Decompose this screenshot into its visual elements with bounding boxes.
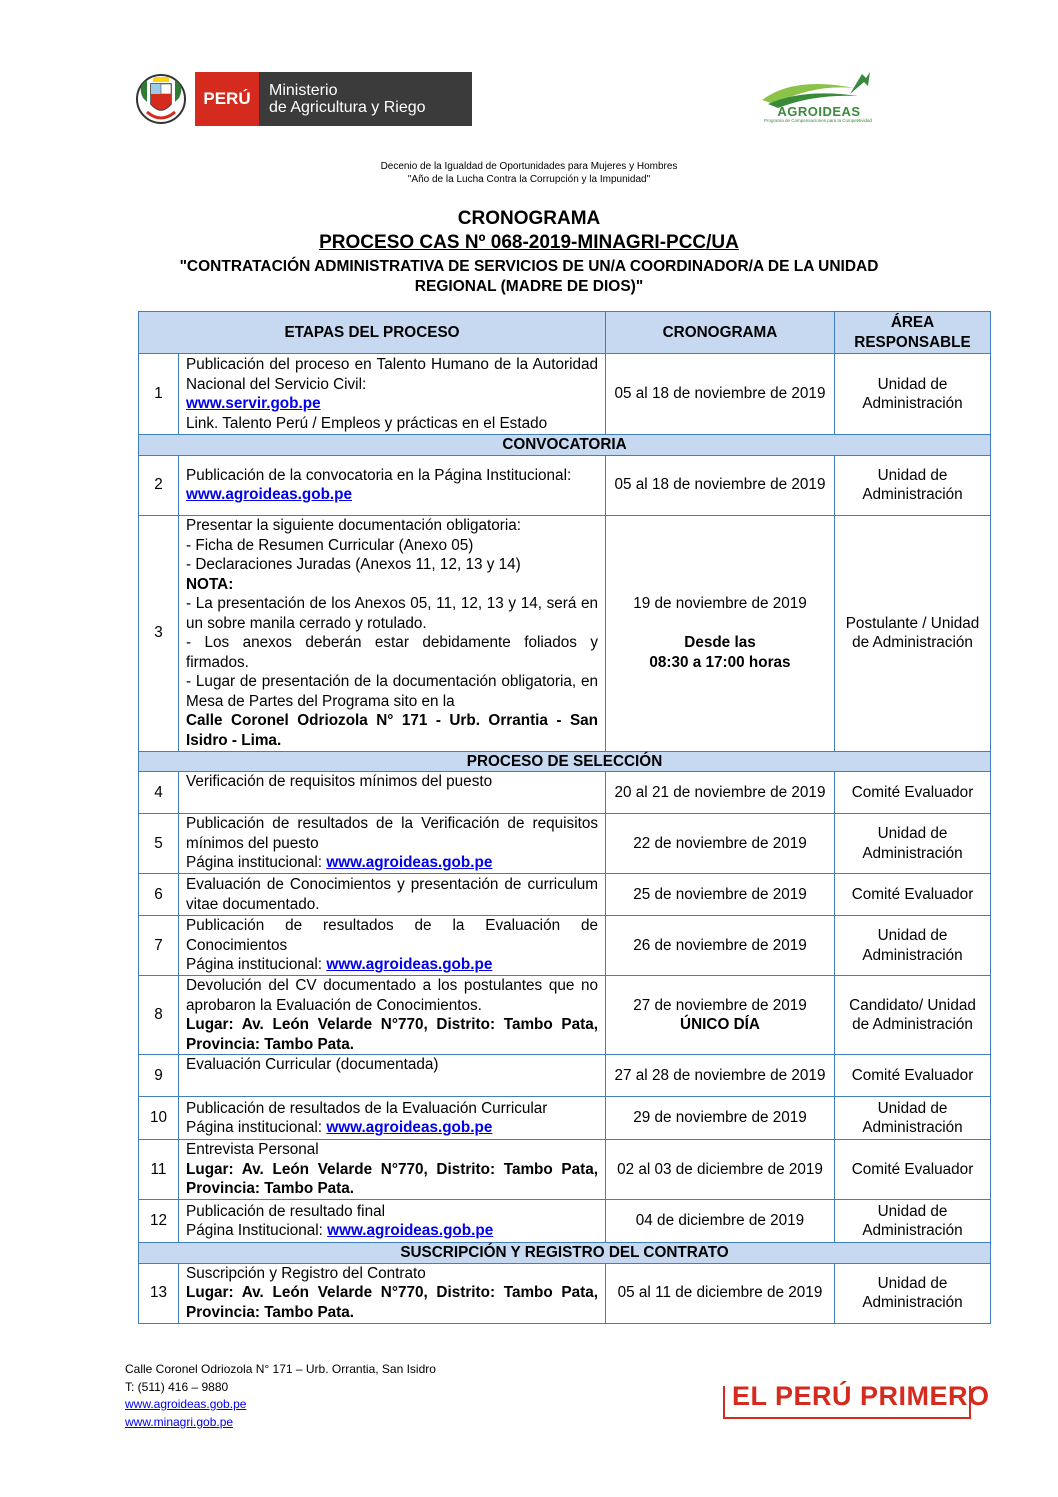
row-stage: Verificación de requisitos mínimos del puesto <box>179 772 606 814</box>
subtitle-line-2: REGIONAL (MADRE DE DIOS)" <box>414 278 644 295</box>
row-schedule: 05 al 11 de diciembre de 2019 <box>606 1263 835 1323</box>
row-number: 13 <box>139 1263 179 1323</box>
agroideas-link[interactable]: www.agroideas.gob.pe <box>326 956 493 974</box>
row-stage <box>179 455 606 515</box>
row-area: Candidato/ Unidad de Administración <box>835 976 991 1055</box>
servir-link[interactable]: www.servir.gob.pe <box>186 395 321 412</box>
footer-link-agroideas[interactable]: www.agroideas.gob.pe <box>125 1397 247 1411</box>
stage-item-2: - Declaraciones Juradas (Anexos 11, 12, 13 y 14) <box>186 556 521 573</box>
row-stage <box>179 916 606 976</box>
section-row-contrato <box>139 1243 991 1264</box>
stage-text-2: Link. Talento Perú / Empleos y prácticas en el Estado <box>186 414 548 432</box>
row-area: Comité Evaluador <box>835 1055 991 1097</box>
row-schedule: 02 al 03 de diciembre de 2019 <box>606 1140 835 1200</box>
row-schedule: 22 de noviembre de 2019 <box>606 814 835 874</box>
row-area: Unidad de Administración <box>835 1263 991 1323</box>
table-row <box>139 916 991 976</box>
document-title: CRONOGRAMA <box>457 208 601 229</box>
schedule-date: 19 de noviembre de 2019 <box>633 595 807 612</box>
stage-text: Publicación de resultado final <box>186 1202 385 1220</box>
peru-label: PERÚ <box>203 89 251 108</box>
row-number: 9 <box>139 1055 179 1097</box>
schedule-table <box>138 311 991 1324</box>
row-area: Comité Evaluador <box>835 1140 991 1200</box>
stage-link-prefix: Página Institucional: <box>186 1222 328 1239</box>
row-stage <box>179 1200 606 1243</box>
row-area: Comité Evaluador <box>835 772 991 814</box>
row-stage <box>179 814 606 874</box>
row-number: 11 <box>139 1140 179 1200</box>
table-row <box>139 874 991 916</box>
table-row <box>139 1055 991 1097</box>
peru-coat-of-arms-logo <box>133 72 189 126</box>
table-row <box>139 1097 991 1140</box>
table-row <box>139 976 991 1055</box>
row-schedule: 26 de noviembre de 2019 <box>606 916 835 976</box>
section-label: CONVOCATORIA <box>139 435 991 456</box>
row-stage: Evaluación Curricular (documentada) <box>179 1055 606 1097</box>
row-schedule <box>606 515 835 751</box>
row-schedule: 04 de diciembre de 2019 <box>606 1200 835 1243</box>
table-header-row <box>139 312 991 354</box>
section-label: SUSCRIPCIÓN Y REGISTRO DEL CONTRATO <box>139 1243 991 1264</box>
schedule-hours: 08:30 a 17:00 horas <box>649 653 791 671</box>
table-row <box>139 455 991 515</box>
row-number: 12 <box>139 1200 179 1243</box>
table-row <box>139 1200 991 1243</box>
schedule-note: ÚNICO DÍA <box>680 1016 760 1033</box>
row-area: Unidad de Administración <box>835 1200 991 1243</box>
row-number: 10 <box>139 1097 179 1140</box>
row-stage <box>179 354 606 435</box>
header-stages: ETAPAS DEL PROCESO <box>139 312 606 354</box>
row-area: Unidad de Administración <box>835 814 991 874</box>
row-stage <box>179 976 606 1055</box>
stage-text: Devolución del CV documentado a los postulantes que no aprobaron la Evaluación de Conocimientos. <box>186 977 598 1014</box>
section-row-seleccion <box>139 751 991 772</box>
schedule-date: 27 de noviembre de 2019 <box>633 996 807 1014</box>
table-row <box>139 814 991 874</box>
row-number: 3 <box>139 515 179 751</box>
row-area: Unidad de Administración <box>835 916 991 976</box>
row-area: Comité Evaluador <box>835 874 991 916</box>
table-row <box>139 354 991 435</box>
stage-nota: NOTA: <box>186 575 234 593</box>
stage-nota-3: - Lugar de presentación de la documentación obligatoria, en Mesa de Partes del Programa sito en la <box>186 673 598 710</box>
row-schedule: 25 de noviembre de 2019 <box>606 874 835 916</box>
stage-intro: Presentar la siguiente documentación obligatoria: <box>186 517 522 534</box>
stage-text: Publicación del proceso en Talento Humano de la Autoridad Nacional del Servicio Civil: <box>186 356 598 393</box>
row-stage <box>179 1263 606 1323</box>
stage-address: Calle Coronel Odriozola N° 171 - Urb. Orrantia - San Isidro - Lima. <box>186 712 598 749</box>
footer-phone: T: (511) 416 – 9880 <box>125 1379 229 1394</box>
decree-line-1: Decenio de la Igualdad de Oportunidades para Mujeres y Hombres <box>380 161 678 172</box>
stage-text: Suscripción y Registro del Contrato <box>186 1264 426 1282</box>
slogan-text: EL PERÚ PRIMERO <box>732 1381 990 1411</box>
agroideas-link[interactable]: www.agroideas.gob.pe <box>326 854 493 872</box>
header-area: ÁREA RESPONSABLE <box>835 312 991 354</box>
agroideas-tagline: Programa de Compensaciones para la Competitividad <box>763 118 873 123</box>
stage-place: Lugar: Av. León Velarde N°770, Distrito: Tambo Pata, Provincia: Tambo Pata. <box>186 1284 598 1321</box>
row-number: 1 <box>139 354 179 435</box>
row-number: 4 <box>139 772 179 814</box>
row-number: 8 <box>139 976 179 1055</box>
agroideas-link[interactable]: www.agroideas.gob.pe <box>326 1119 493 1136</box>
ministry-line2: de Agricultura y Riego <box>269 99 426 116</box>
row-schedule: 05 al 18 de noviembre de 2019 <box>606 455 835 515</box>
row-stage <box>179 1097 606 1140</box>
stage-text: Publicación de resultados de la Evaluación Curricular <box>186 1099 548 1117</box>
peru-brand-box <box>195 72 259 126</box>
stage-text: Publicación de la convocatoria en la Página Institucional: <box>186 466 572 484</box>
table-row <box>139 1140 991 1200</box>
table-row <box>139 1263 991 1323</box>
stage-link-prefix: Página institucional: <box>186 956 327 974</box>
row-number: 6 <box>139 874 179 916</box>
table-row <box>139 772 991 814</box>
ministry-line1: Ministerio <box>269 82 338 99</box>
stage-link-prefix: Página institucional: <box>186 854 327 872</box>
row-schedule: 27 al 28 de noviembre de 2019 <box>606 1055 835 1097</box>
row-schedule: 29 de noviembre de 2019 <box>606 1097 835 1140</box>
stage-text: Entrevista Personal <box>186 1141 319 1159</box>
subtitle-line-1: "CONTRATACIÓN ADMINISTRATIVA DE SERVICIOS DE UN/A COORDINADOR/A DE LA UNIDAD <box>179 258 879 275</box>
row-area: Unidad de Administración <box>835 1097 991 1140</box>
row-schedule <box>606 976 835 1055</box>
row-area: Unidad de Administración <box>835 455 991 515</box>
row-number: 7 <box>139 916 179 976</box>
agroideas-link[interactable]: www.agroideas.gob.pe <box>327 1222 494 1239</box>
row-stage <box>179 515 606 751</box>
row-schedule: 05 al 18 de noviembre de 2019 <box>606 354 835 435</box>
stage-text: Publicación de resultados de la Evaluación de Conocimientos <box>186 917 598 954</box>
footer-address: Calle Coronel Odriozola N° 171 – Urb. Orrantia, San Isidro <box>125 1362 436 1376</box>
process-title: PROCESO CAS Nº 068-2019-MINAGRI-PCC/UA <box>319 232 739 253</box>
agroideas-link[interactable]: www.agroideas.gob.pe <box>186 486 353 503</box>
header-schedule: CRONOGRAMA <box>606 312 835 354</box>
row-area: Postulante / Unidad de Administración <box>835 515 991 751</box>
section-row-convocatoria <box>139 435 991 456</box>
stage-nota-2: - Los anexos deberán estar debidamente foliados y firmados. <box>186 634 598 671</box>
section-label: PROCESO DE SELECCIÓN <box>139 751 991 772</box>
stage-place: Lugar: Av. León Velarde N°770, Distrito: Tambo Pata, Provincia: Tambo Pata. <box>186 1016 598 1053</box>
stage-text: Publicación de resultados de la Verificación de requisitos mínimos del puesto <box>186 815 598 852</box>
stage-place: Lugar: Av. León Velarde N°770, Distrito: Tambo Pata, Provincia: Tambo Pata. <box>186 1160 598 1198</box>
row-area: Unidad de Administración <box>835 354 991 435</box>
agroideas-name: AGROIDEAS <box>777 104 861 119</box>
row-number: 5 <box>139 814 179 874</box>
decree-line-2: "Año de la Lucha Contra la Corrupción y la Impunidad" <box>407 174 651 185</box>
row-number: 2 <box>139 455 179 515</box>
stage-nota-1: - La presentación de los Anexos 05, 11, 12, 13 y 14, será en un sobre manila cerrado y rotulado. <box>186 595 598 632</box>
table-row <box>139 515 991 751</box>
stage-item-1: - Ficha de Resumen Curricular (Anexo 05) <box>186 536 474 554</box>
stage-link-prefix: Página institucional: <box>186 1119 327 1136</box>
ministry-brand-box <box>259 72 472 126</box>
row-stage <box>179 1140 606 1200</box>
row-stage: Evaluación de Conocimientos y presentación de curriculum vitae documentado. <box>179 874 606 916</box>
footer-contact <box>125 1361 436 1431</box>
footer-link-minagri[interactable]: www.minagri.gob.pe <box>125 1414 234 1429</box>
schedule-from: Desde las <box>684 634 756 651</box>
row-schedule: 20 al 21 de noviembre de 2019 <box>606 772 835 814</box>
